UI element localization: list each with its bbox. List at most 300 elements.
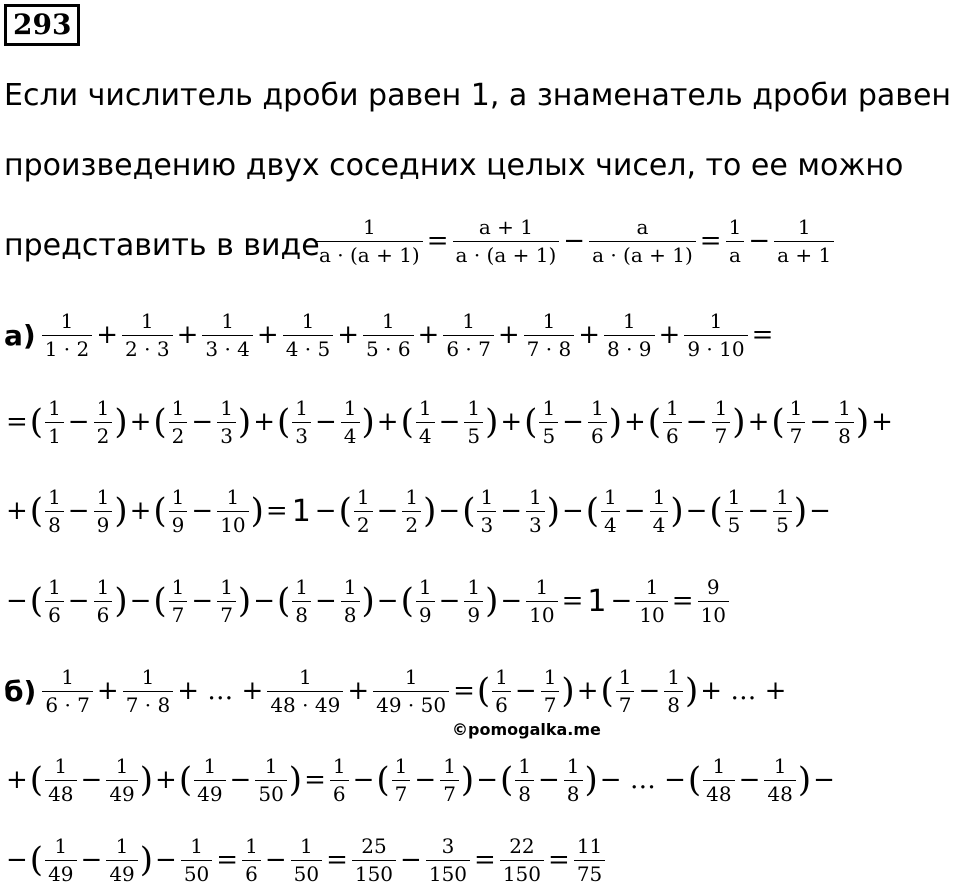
numerator: 1 xyxy=(467,574,481,599)
parenthesis: ) xyxy=(546,491,560,531)
fraction xyxy=(392,755,411,806)
operator: − xyxy=(155,845,177,875)
operator: − xyxy=(476,765,498,795)
fraction xyxy=(194,755,225,806)
parenthesis: ( xyxy=(29,581,44,621)
numerator: 1 xyxy=(295,395,308,420)
denominator: 2 xyxy=(169,422,188,448)
numerator: 1 xyxy=(480,484,494,509)
denominator: a · (a + 1) xyxy=(316,241,423,267)
intro-line-3: представить в виде xyxy=(4,228,320,263)
fraction xyxy=(453,216,560,267)
parenthesis: ( xyxy=(153,581,167,621)
operator: − xyxy=(562,407,584,437)
parenthesis: ) xyxy=(460,760,475,800)
fraction xyxy=(45,576,64,627)
denominator: a xyxy=(726,241,744,267)
denominator: 4 xyxy=(650,511,669,537)
parenthesis: ( xyxy=(276,581,291,621)
numerator: 1 xyxy=(535,574,549,599)
parenthesis: ) xyxy=(584,760,598,800)
parenthesis: ( xyxy=(499,760,514,800)
operator: + xyxy=(747,407,770,437)
fraction xyxy=(524,310,575,361)
fraction xyxy=(373,666,449,717)
operator: − xyxy=(638,676,661,706)
denominator: 5 xyxy=(725,511,744,537)
denominator: 4 · 5 xyxy=(283,335,334,361)
operator: + xyxy=(376,407,399,437)
operator: − xyxy=(6,586,28,616)
operator: + xyxy=(253,407,275,437)
operator: + … + xyxy=(700,676,787,706)
parenthesis: ) xyxy=(793,491,808,531)
fraction xyxy=(426,835,470,886)
denominator: 5 xyxy=(773,511,792,537)
numerator: 1 xyxy=(666,395,679,420)
operator: + xyxy=(871,407,893,437)
denominator: 75 xyxy=(574,860,605,886)
fraction xyxy=(291,835,322,886)
parenthesis: ) xyxy=(797,760,812,800)
parenthesis: ) xyxy=(361,402,375,442)
fraction xyxy=(94,397,113,448)
operator: − xyxy=(376,496,399,526)
parenthesis: ) xyxy=(855,402,870,442)
operator: − xyxy=(67,586,90,616)
denominator: 5 xyxy=(464,422,483,448)
solution-b-line-3 xyxy=(4,825,607,895)
numerator: 9 xyxy=(706,574,720,599)
fraction xyxy=(515,755,534,806)
fraction xyxy=(500,835,544,886)
operator: − xyxy=(191,496,214,526)
denominator: 7 xyxy=(712,422,731,448)
fraction xyxy=(726,216,745,267)
denominator: 6 xyxy=(330,780,349,806)
denominator: 2 · 3 xyxy=(122,335,173,361)
fraction xyxy=(283,310,334,361)
denominator: 2 xyxy=(402,511,421,537)
numerator: a + 1 xyxy=(478,214,533,239)
fraction xyxy=(106,835,137,886)
fraction xyxy=(292,397,311,448)
denominator: 7 xyxy=(217,601,236,627)
fraction xyxy=(835,397,854,448)
fraction xyxy=(663,397,682,448)
fraction xyxy=(242,835,261,886)
numerator: 1 xyxy=(115,753,129,778)
numerator: 1 xyxy=(96,395,110,420)
denominator: 8 xyxy=(45,511,64,537)
denominator: 9 · 10 xyxy=(684,335,747,361)
operator: − xyxy=(537,765,560,795)
numerator: 1 xyxy=(54,753,68,778)
operator: − xyxy=(561,496,584,526)
fraction xyxy=(526,486,545,537)
operator: − xyxy=(747,496,770,526)
parenthesis: ( xyxy=(476,671,491,711)
operator: + xyxy=(129,496,152,526)
numerator: 1 xyxy=(773,753,787,778)
operator: − xyxy=(80,845,103,875)
denominator: 8 xyxy=(515,780,534,806)
fraction xyxy=(636,576,667,627)
parenthesis: ( xyxy=(400,402,414,442)
denominator: 3 · 4 xyxy=(202,335,253,361)
operator: + xyxy=(256,320,279,350)
watermark: ©pomogalka.me xyxy=(452,720,601,739)
numerator: 1 xyxy=(566,753,580,778)
fraction xyxy=(443,310,494,361)
denominator: 9 xyxy=(169,511,188,537)
numerator: 1 xyxy=(343,574,357,599)
numerator: 1 xyxy=(543,664,557,689)
numerator: 1 xyxy=(298,664,312,689)
numerator: 1 xyxy=(418,574,432,599)
fraction xyxy=(94,486,113,537)
numerator: 11 xyxy=(576,833,603,858)
fraction xyxy=(45,397,64,448)
operator: − xyxy=(623,496,646,526)
fraction xyxy=(712,397,731,448)
operator: − xyxy=(685,407,708,437)
parenthesis: ) xyxy=(685,671,699,711)
numerator: 1 xyxy=(220,395,233,420)
denominator: 3 xyxy=(477,511,496,537)
parenthesis: ) xyxy=(114,402,128,442)
denominator: 5 · 6 xyxy=(363,335,414,361)
operator: + xyxy=(576,676,599,706)
denominator: 8 xyxy=(835,422,854,448)
operator: = xyxy=(6,407,28,437)
parenthesis: ( xyxy=(153,491,167,531)
fraction xyxy=(574,835,605,886)
numerator: 1 xyxy=(467,395,481,420)
numerator: 1 xyxy=(96,484,110,509)
operator: − xyxy=(438,407,461,437)
fraction xyxy=(316,216,423,267)
numerator: 1 xyxy=(141,664,155,689)
denominator: 2 xyxy=(94,422,113,448)
fraction xyxy=(169,397,188,448)
numerator: 1 xyxy=(528,484,542,509)
fraction xyxy=(477,486,496,537)
intro-line-2: произведению двух соседних целых чисел, то ее можно xyxy=(4,148,904,183)
denominator: 7 xyxy=(616,691,635,717)
general-formula xyxy=(314,206,836,276)
operator: − xyxy=(748,226,771,256)
denominator: 9 xyxy=(464,601,483,627)
denominator: 10 xyxy=(217,511,248,537)
numerator: 3 xyxy=(441,833,455,858)
operator: = xyxy=(304,765,326,795)
operator: − xyxy=(563,226,586,256)
numerator: 1 xyxy=(226,484,240,509)
operator: − xyxy=(438,586,461,616)
numerator: 1 xyxy=(495,664,508,689)
parenthesis: ) xyxy=(250,491,264,531)
numerator: 1 xyxy=(48,574,61,599)
fraction xyxy=(45,835,76,886)
fraction xyxy=(541,666,560,717)
numerator: 1 xyxy=(96,574,110,599)
parenthesis: ( xyxy=(153,402,167,442)
operator: + xyxy=(96,676,119,706)
operator: − xyxy=(314,496,337,526)
numerator: a xyxy=(636,214,649,239)
denominator: a + 1 xyxy=(774,241,834,267)
parenthesis: ( xyxy=(338,491,352,531)
integer: 1 xyxy=(587,583,607,619)
fraction xyxy=(601,486,620,537)
numerator: 1 xyxy=(542,395,556,420)
parenthesis: ( xyxy=(29,491,44,531)
numerator: 1 xyxy=(590,395,604,420)
denominator: 49 xyxy=(106,780,137,806)
denominator: 4 xyxy=(416,422,435,448)
numerator: 1 xyxy=(295,574,308,599)
denominator: 1 xyxy=(45,422,64,448)
numerator: 1 xyxy=(838,395,851,420)
fraction xyxy=(363,310,414,361)
numerator: 1 xyxy=(171,484,185,509)
numerator: 1 xyxy=(220,574,233,599)
operator: − xyxy=(414,765,437,795)
fraction xyxy=(725,486,744,537)
numerator: 1 xyxy=(48,484,61,509)
operator: − xyxy=(813,765,835,795)
integer: 1 xyxy=(291,493,311,529)
fraction xyxy=(604,310,655,361)
numerator: 1 xyxy=(115,833,129,858)
denominator: 6 xyxy=(45,601,64,627)
operator: = xyxy=(326,845,348,875)
parenthesis: ( xyxy=(771,402,785,442)
denominator: 8 xyxy=(664,691,683,717)
parenthesis: ) xyxy=(237,581,252,621)
operator: = xyxy=(265,496,288,526)
parenthesis: ( xyxy=(29,840,44,880)
numerator: 1 xyxy=(709,308,723,333)
solution-b-line-2 xyxy=(4,745,837,815)
denominator: 48 · 49 xyxy=(267,691,343,717)
fraction xyxy=(169,486,188,537)
parenthesis: ( xyxy=(400,581,414,621)
parenthesis: ( xyxy=(29,402,44,442)
operator: − xyxy=(809,496,831,526)
solution-a-line-2 xyxy=(4,387,895,457)
parenthesis: ) xyxy=(139,760,154,800)
denominator: a · (a + 1) xyxy=(453,241,560,267)
fraction xyxy=(341,576,360,627)
numerator: 1 xyxy=(332,753,346,778)
denominator: 6 · 7 xyxy=(443,335,494,361)
denominator: 10 xyxy=(526,601,557,627)
denominator: 9 xyxy=(94,511,113,537)
numerator: 1 xyxy=(404,664,418,689)
fraction xyxy=(45,486,64,537)
fraction xyxy=(402,486,421,537)
operator: + xyxy=(500,407,523,437)
numerator: 1 xyxy=(727,484,741,509)
parenthesis: ( xyxy=(647,402,662,442)
parenthesis: ( xyxy=(178,760,193,800)
numerator: 1 xyxy=(418,395,432,420)
denominator: 2 xyxy=(354,511,373,537)
fraction xyxy=(354,486,373,537)
numerator: 25 xyxy=(361,833,387,858)
operator: − xyxy=(376,586,399,616)
fraction xyxy=(564,755,583,806)
numerator: 1 xyxy=(299,833,313,858)
denominator: 6 xyxy=(242,860,261,886)
operator: − … − xyxy=(599,765,686,795)
denominator: 49 xyxy=(45,860,76,886)
denominator: 150 xyxy=(352,860,396,886)
denominator: 8 xyxy=(564,780,583,806)
numerator: 1 xyxy=(190,833,203,858)
operator: − xyxy=(500,496,522,526)
fraction xyxy=(416,576,435,627)
denominator: 7 · 8 xyxy=(524,335,575,361)
operator: − xyxy=(400,845,422,875)
parenthesis: ( xyxy=(687,760,702,800)
operator: − xyxy=(738,765,761,795)
parenthesis: ( xyxy=(585,491,600,531)
fraction xyxy=(492,666,511,717)
denominator: 5 xyxy=(539,422,558,448)
parenthesis: ) xyxy=(423,491,437,531)
denominator: 3 xyxy=(526,511,545,537)
denominator: 8 xyxy=(292,601,311,627)
denominator: 4 xyxy=(341,422,360,448)
denominator: 10 xyxy=(636,601,667,627)
parenthesis: ( xyxy=(462,491,476,531)
denominator: 10 xyxy=(698,601,729,627)
operator: = xyxy=(699,226,722,256)
part-label: б) xyxy=(4,674,37,708)
numerator: 1 xyxy=(652,484,666,509)
fraction xyxy=(773,486,792,537)
fraction xyxy=(122,310,173,361)
numerator: 1 xyxy=(712,753,726,778)
solution-b-line-1 xyxy=(4,656,788,726)
denominator: 7 · 8 xyxy=(123,691,174,717)
fraction xyxy=(169,576,188,627)
numerator: 1 xyxy=(381,308,395,333)
operator: − xyxy=(253,586,275,616)
denominator: a · (a + 1) xyxy=(589,241,696,267)
denominator: 50 xyxy=(181,860,212,886)
denominator: 6 xyxy=(94,601,113,627)
denominator: 7 xyxy=(169,601,188,627)
operator: = xyxy=(548,845,570,875)
numerator: 1 xyxy=(356,484,370,509)
numerator: 1 xyxy=(48,395,61,420)
fraction xyxy=(616,666,635,717)
fraction xyxy=(42,666,93,717)
operator: + xyxy=(658,320,681,350)
fraction xyxy=(217,576,236,627)
operator: = xyxy=(474,845,496,875)
parenthesis: ) xyxy=(139,840,154,880)
denominator: 9 xyxy=(416,601,435,627)
denominator: 49 xyxy=(106,860,137,886)
fraction xyxy=(787,397,806,448)
denominator: 7 xyxy=(440,780,459,806)
numerator: 1 xyxy=(714,395,728,420)
parenthesis: ) xyxy=(361,581,375,621)
operator: + xyxy=(417,320,440,350)
fraction xyxy=(42,310,93,361)
denominator: 8 · 9 xyxy=(604,335,655,361)
numerator: 1 xyxy=(789,395,803,420)
fraction xyxy=(181,835,212,886)
numerator: 1 xyxy=(405,484,419,509)
operator: − xyxy=(191,407,214,437)
numerator: 1 xyxy=(667,664,681,689)
denominator: 48 xyxy=(45,780,76,806)
fraction xyxy=(217,397,236,448)
numerator: 1 xyxy=(728,214,742,239)
parenthesis: ( xyxy=(600,671,614,711)
denominator: 4 xyxy=(601,511,620,537)
denominator: 50 xyxy=(291,860,322,886)
numerator: 1 xyxy=(518,753,531,778)
fraction xyxy=(330,755,349,806)
parenthesis: ( xyxy=(524,402,538,442)
denominator: 3 xyxy=(217,422,236,448)
fraction xyxy=(352,835,396,886)
numerator: 1 xyxy=(363,214,376,239)
operator: − xyxy=(685,496,708,526)
denominator: 6 · 7 xyxy=(42,691,93,717)
denominator: 150 xyxy=(426,860,470,886)
operator: − xyxy=(500,586,523,616)
fraction xyxy=(774,216,834,267)
problem-number: 293 xyxy=(4,4,80,46)
denominator: 7 xyxy=(787,422,806,448)
numerator: 1 xyxy=(140,308,154,333)
parenthesis: ( xyxy=(709,491,723,531)
fraction xyxy=(526,576,557,627)
denominator: 8 xyxy=(341,601,360,627)
operator: = xyxy=(751,320,774,350)
parenthesis: ( xyxy=(29,760,44,800)
numerator: 1 xyxy=(301,308,315,333)
operator: + xyxy=(96,320,119,350)
numerator: 1 xyxy=(645,574,659,599)
operator: − xyxy=(438,496,461,526)
denominator: 48 xyxy=(703,780,734,806)
fraction xyxy=(589,216,696,267)
denominator: 48 xyxy=(764,780,795,806)
numerator: 1 xyxy=(171,395,185,420)
fraction xyxy=(202,310,253,361)
solution-a-line-1 xyxy=(4,300,775,370)
fraction xyxy=(416,397,435,448)
fraction xyxy=(341,397,360,448)
operator: − xyxy=(67,407,90,437)
numerator: 1 xyxy=(54,833,68,858)
fraction xyxy=(764,755,795,806)
operator: + xyxy=(176,320,199,350)
numerator: 1 xyxy=(797,214,811,239)
denominator: 6 xyxy=(492,691,511,717)
solution-a-line-3 xyxy=(4,476,833,546)
numerator: 1 xyxy=(203,753,217,778)
